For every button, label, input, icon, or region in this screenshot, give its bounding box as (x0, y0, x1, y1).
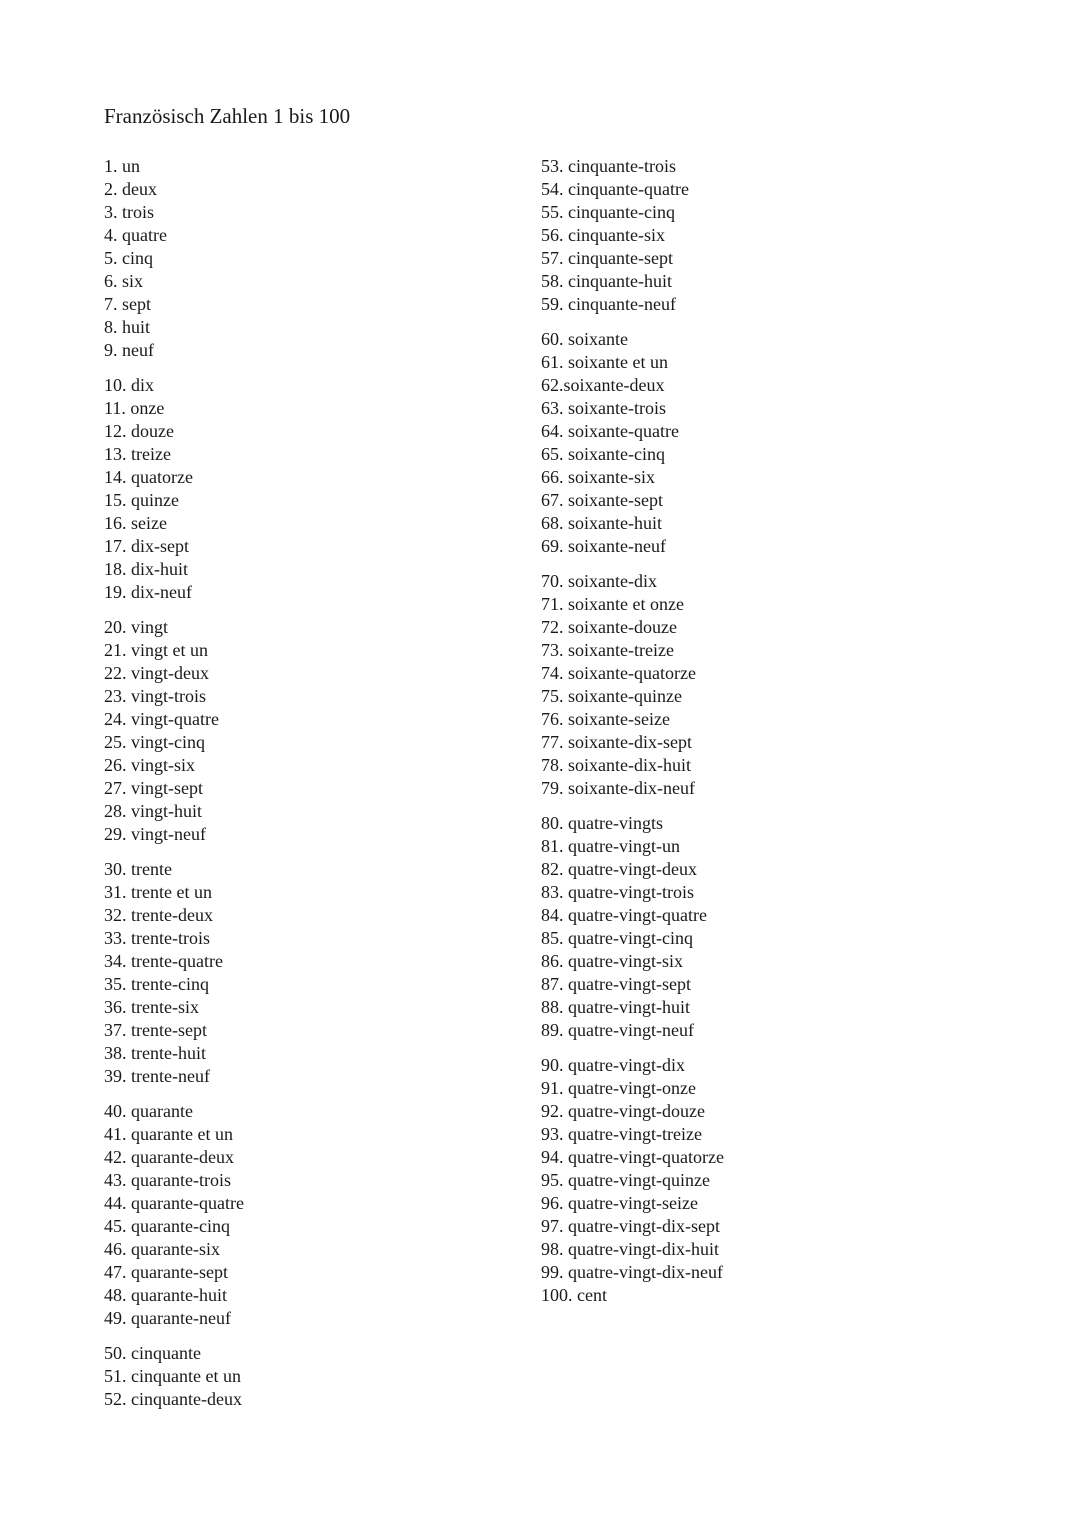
number-entry: 88. quatre-vingt-huit (541, 997, 690, 1017)
number-entry: 28. vingt-huit (104, 801, 202, 821)
number-entry: 93. quatre-vingt-treize (541, 1124, 702, 1144)
number-entry: 34. trente-quatre (104, 951, 223, 971)
number-entry: 43. quarante-trois (104, 1170, 231, 1190)
number-entry: 11. onze (104, 398, 165, 418)
number-entry: 8. huit (104, 317, 151, 337)
number-group (541, 328, 961, 558)
number-entry: 42. quarante-deux (104, 1147, 234, 1167)
number-entry: 71. soixante et onze (541, 594, 684, 614)
number-entry: 87. quatre-vingt-sept (541, 974, 691, 994)
number-entry: 58. cinquante-huit (541, 271, 672, 291)
number-entry: 27. vingt-sept (104, 778, 203, 798)
number-entry: 21. vingt et un (104, 640, 208, 660)
number-entry: 4. quatre (104, 225, 167, 245)
number-entry: 62.soixante-deux (541, 375, 665, 395)
number-entry: 79. soixante-dix-neuf (541, 778, 695, 798)
number-entry: 17. dix-sept (104, 536, 189, 556)
number-entry: 89. quatre-vingt-neuf (541, 1020, 694, 1040)
number-entry: 97. quatre-vingt-dix-sept (541, 1216, 720, 1236)
number-group (104, 616, 524, 846)
number-entry: 75. soixante-quinze (541, 686, 682, 706)
number-entry: 7. sept (104, 294, 151, 314)
number-entry: 14. quatorze (104, 467, 193, 487)
number-group (104, 1342, 524, 1411)
number-entry: 10. dix (104, 375, 155, 395)
number-entry: 52. cinquante-deux (104, 1389, 242, 1409)
number-entry: 37. trente-sept (104, 1020, 207, 1040)
number-group (541, 812, 961, 1042)
number-entry: 23. vingt-trois (104, 686, 206, 706)
number-entry: 64. soixante-quatre (541, 421, 679, 441)
number-entry: 18. dix-huit (104, 559, 188, 579)
number-entry: 85. quatre-vingt-cinq (541, 928, 693, 948)
number-entry: 96. quatre-vingt-seize (541, 1193, 698, 1213)
number-entry: 26. vingt-six (104, 755, 196, 775)
number-entry: 68. soixante-huit (541, 513, 662, 533)
number-entry: 9. neuf (104, 340, 154, 360)
number-entry: 56. cinquante-six (541, 225, 665, 245)
number-entry: 82. quatre-vingt-deux (541, 859, 697, 879)
number-entry: 84. quatre-vingt-quatre (541, 905, 707, 925)
number-entry: 49. quarante-neuf (104, 1308, 231, 1328)
number-group (104, 858, 524, 1088)
number-group (541, 155, 961, 316)
number-entry: 16. seize (104, 513, 167, 533)
number-entry: 13. treize (104, 444, 171, 464)
number-entry: 3. trois (104, 202, 155, 222)
number-entry: 53. cinquante-trois (541, 156, 676, 176)
number-entry: 40. quarante (104, 1101, 193, 1121)
number-entry: 57. cinquante-sept (541, 248, 673, 268)
number-entry: 51. cinquante et un (104, 1366, 241, 1386)
number-entry: 100. cent (541, 1285, 607, 1305)
number-entry: 67. soixante-sept (541, 490, 663, 510)
number-entry: 39. trente-neuf (104, 1066, 210, 1086)
number-group (104, 155, 524, 362)
number-group (541, 1054, 961, 1307)
number-entry: 59. cinquante-neuf (541, 294, 676, 314)
number-entry: 31. trente et un (104, 882, 212, 902)
number-entry: 74. soixante-quatorze (541, 663, 696, 683)
number-entry: 78. soixante-dix-huit (541, 755, 691, 775)
number-entry: 25. vingt-cinq (104, 732, 205, 752)
number-entry: 47. quarante-sept (104, 1262, 228, 1282)
number-entry: 50. cinquante (104, 1343, 201, 1363)
number-entry: 65. soixante-cinq (541, 444, 665, 464)
number-entry: 72. soixante-douze (541, 617, 677, 637)
number-entry: 95. quatre-vingt-quinze (541, 1170, 710, 1190)
number-entry: 33. trente-trois (104, 928, 210, 948)
number-entry: 94. quatre-vingt-quatorze (541, 1147, 724, 1167)
number-entry: 73. soixante-treize (541, 640, 674, 660)
number-entry: 63. soixante-trois (541, 398, 666, 418)
left-column (104, 155, 524, 1423)
number-entry: 35. trente-cinq (104, 974, 209, 994)
number-entry: 6. six (104, 271, 144, 291)
number-entry: 19. dix-neuf (104, 582, 192, 602)
number-entry: 32. trente-deux (104, 905, 213, 925)
number-entry: 46. quarante-six (104, 1239, 220, 1259)
number-entry: 30. trente (104, 859, 172, 879)
number-entry: 90. quatre-vingt-dix (541, 1055, 685, 1075)
number-entry: 54. cinquante-quatre (541, 179, 689, 199)
number-entry: 81. quatre-vingt-un (541, 836, 680, 856)
number-entry: 15. quinze (104, 490, 179, 510)
number-entry: 70. soixante-dix (541, 571, 657, 591)
number-entry: 48. quarante-huit (104, 1285, 227, 1305)
number-entry: 36. trente-six (104, 997, 199, 1017)
number-entry: 60. soixante (541, 329, 628, 349)
right-column (541, 155, 961, 1319)
number-entry: 69. soixante-neuf (541, 536, 666, 556)
number-group (541, 570, 961, 800)
number-entry: 66. soixante-six (541, 467, 655, 487)
page-title: Französisch Zahlen 1 bis 100 (104, 104, 351, 128)
number-group (104, 374, 524, 604)
number-entry: 38. trente-huit (104, 1043, 206, 1063)
number-entry: 45. quarante-cinq (104, 1216, 230, 1236)
number-entry: 20. vingt (104, 617, 169, 637)
number-entry: 24. vingt-quatre (104, 709, 219, 729)
number-entry: 55. cinquante-cinq (541, 202, 675, 222)
number-entry: 29. vingt-neuf (104, 824, 206, 844)
number-entry: 61. soixante et un (541, 352, 668, 372)
number-entry: 77. soixante-dix-sept (541, 732, 692, 752)
number-entry: 91. quatre-vingt-onze (541, 1078, 696, 1098)
number-entry: 41. quarante et un (104, 1124, 233, 1144)
number-group (104, 1100, 524, 1330)
number-entry: 86. quatre-vingt-six (541, 951, 683, 971)
number-entry: 83. quatre-vingt-trois (541, 882, 694, 902)
number-entry: 76. soixante-seize (541, 709, 670, 729)
number-entry: 1. un (104, 156, 140, 176)
number-entry: 92. quatre-vingt-douze (541, 1101, 705, 1121)
number-entry: 5. cinq (104, 248, 153, 268)
number-entry: 2. deux (104, 179, 157, 199)
number-entry: 22. vingt-deux (104, 663, 209, 683)
number-entry: 12. douze (104, 421, 174, 441)
number-entry: 44. quarante-quatre (104, 1193, 244, 1213)
number-entry: 80. quatre-vingts (541, 813, 663, 833)
number-entry: 98. quatre-vingt-dix-huit (541, 1239, 719, 1259)
number-entry: 99. quatre-vingt-dix-neuf (541, 1262, 723, 1282)
